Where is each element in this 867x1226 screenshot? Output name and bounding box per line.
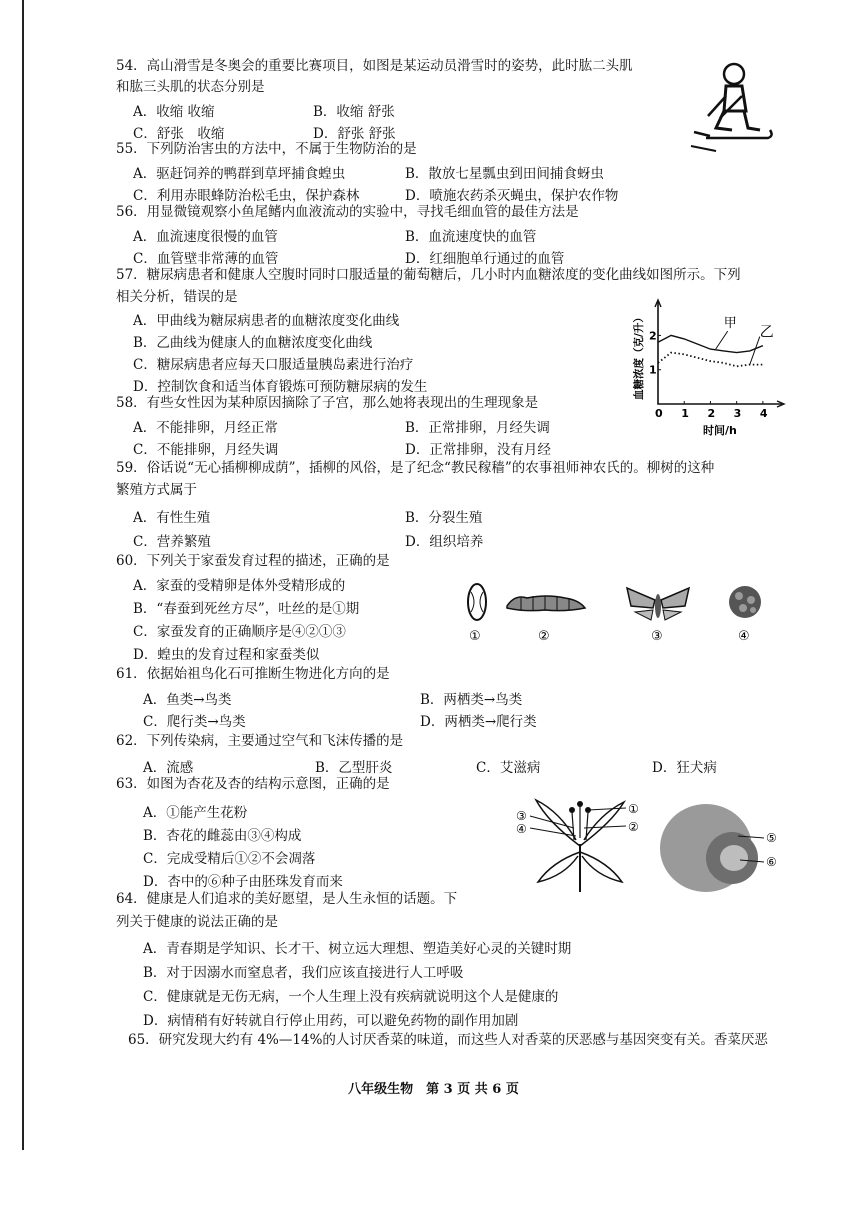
q54-line2: 和肱三头肌的状态分别是: [116, 79, 265, 95]
q60-stem: 60．下列关于家蚕发育过程的描述，正确的是: [116, 553, 390, 569]
q61-option-c: C．爬行类→鸟类: [143, 714, 246, 730]
q55-option-c: C．利用赤眼蜂防治松毛虫，保护森林: [133, 188, 360, 204]
q57-option-b: B．乙曲线为健康人的血糖浓度变化曲线: [133, 335, 373, 351]
q58-option-d: D．正常排卵，没有月经: [405, 442, 551, 458]
q59-option-c: C．营养繁殖: [133, 534, 211, 550]
q64-option-b: B．对于因溺水而窒息者，我们应该直接进行人工呼吸: [143, 965, 464, 981]
q58-option-b: B．正常排卵，月经失调: [405, 420, 550, 436]
q58-option-a: A．不能排卵，月经正常: [133, 420, 278, 436]
q61-option-d: D．两栖类→爬行类: [420, 714, 537, 730]
q59-line1: 59．俗话说“无心插柳柳成荫”，插柳的风俗，是了纪念“教民稼穑”的农事祖师神农氏的。柳树的这种: [116, 460, 715, 476]
stage-label-1: ①: [469, 629, 481, 644]
q61-option-b: B．两栖类→鸟类: [420, 692, 523, 708]
q55-stem: 55．下列防治害虫的方法中，不属于生物防治的是: [116, 141, 417, 157]
q64-option-a: A．青春期是学知识、长才干、树立远大理想、塑造美好心灵的关键时期: [143, 941, 572, 957]
q54-option-a: A．收缩 收缩: [133, 104, 215, 120]
q60-option-b: B．“春蚕到死丝方尽”，吐丝的是①期: [133, 601, 360, 617]
q56-stem: 56．用显微镜观察小鱼尾鳍内血液流动的实验中，寻找毛细血管的最佳方法是: [116, 204, 579, 220]
q64-line2: 列关于健康的说法正确的是: [116, 914, 278, 930]
q60-option-c: C．家蚕发育的正确顺序是④②①③: [133, 624, 346, 640]
q63-option-d: D．杏中的⑥种子由胚珠发育而来: [143, 874, 343, 890]
part-label-1: ①: [628, 802, 639, 816]
q63-option-a: A．①能产生花粉: [143, 805, 248, 821]
q60-option-d: D．蝗虫的发育过程和家蚕类似: [133, 647, 320, 663]
q56-option-c: C．血管壁非常薄的血管: [133, 251, 279, 267]
q58-option-c: C．不能排卵，月经失调: [133, 442, 279, 458]
y-tick-label: 2: [649, 329, 657, 343]
x-tick-label: 1: [681, 407, 689, 420]
q64-option-c: C．健康就是无伤无病，一个人生理上没有疾病就说明这个人是健康的: [143, 989, 559, 1005]
part-label-5: ⑤: [766, 831, 777, 845]
x-tick-label: 0: [655, 407, 663, 420]
stage-label-4: ④: [738, 629, 750, 644]
q54-option-b: B．收缩 舒张: [313, 104, 395, 120]
q57-option-c: C．糖尿病患者应每天口服适量胰岛素进行治疗: [133, 357, 414, 373]
left-margin-line: [22, 0, 24, 1150]
page-footer: 八年级生物 第 3 页 共 6 页: [348, 1082, 519, 1097]
part-label-4: ④: [516, 822, 527, 836]
y-tick-label: 1: [649, 363, 657, 377]
q62-option-d: D．狂犬病: [652, 760, 717, 776]
q54-line1: 54．高山滑雪是冬奥会的重要比赛项目，如图是某运动员滑雪时的姿势，此时肱二头肌: [116, 58, 633, 74]
q58-stem: 58．有些女性因为某种原因摘除了子宫，那么她将表现出的生理现象是: [116, 395, 539, 411]
q65-stem: 65．研究发现大约有 4%—14%的人讨厌香菜的味道，而这些人对香菜的厌恶感与基因突变有关。香菜厌恶: [128, 1032, 768, 1048]
q55-option-a: A．驱赶饲养的鸭群到草坪捕食蝗虫: [133, 166, 346, 182]
q64-line1: 64．健康是人们追求的美好愿望，是人生永恒的话题。下: [116, 891, 458, 907]
x-axis-label: 时间/h: [703, 424, 737, 437]
series-line-1: [658, 335, 763, 352]
q59-option-d: D．组织培养: [405, 534, 484, 550]
q59-option-a: A．有性生殖: [133, 510, 211, 526]
q56-option-d: D．红细胞单行通过的血管: [405, 251, 565, 267]
q54-option-c: C．舒张 收缩: [133, 126, 225, 142]
q62-stem: 62．下列传染病，主要通过空气和飞沫传播的是: [116, 733, 404, 749]
x-tick-label: 3: [733, 407, 742, 420]
series-line-2: [658, 353, 763, 367]
silkworm-stages-illustration: [455, 578, 785, 646]
y-axis-label: 血糖浓度（克/升）: [633, 312, 645, 400]
q63-option-c: C．完成受精后①②不会凋落: [143, 851, 316, 867]
x-tick-label: 2: [707, 407, 716, 420]
q55-option-d: D．喷施农药杀灭蝇虫，保护农作物: [405, 188, 619, 204]
blood-glucose-chart: [620, 296, 790, 438]
q64-option-d: D．病情稍有好转就自行停止用药，可以避免药物的副作用加剧: [143, 1013, 519, 1029]
q63-option-b: B．杏花的雌蕊由③④构成: [143, 828, 302, 844]
part-label-3: ③: [516, 809, 527, 823]
q60-option-a: A．家蚕的受精卵是体外受精形成的: [133, 578, 346, 594]
stage-label-2: ②: [538, 629, 550, 644]
q61-option-a: A．鱼类→鸟类: [143, 692, 232, 708]
q59-line2: 繁殖方式属于: [116, 482, 197, 498]
q62-option-a: A．流感: [143, 760, 194, 776]
q63-stem: 63．如图为杏花及杏的结构示意图，正确的是: [116, 776, 390, 792]
part-label-6: ⑥: [766, 855, 777, 869]
q59-option-b: B．分裂生殖: [405, 510, 483, 526]
q57-line1: 57．糖尿病患者和健康人空腹时同时口服适量的葡萄糖后，几小时内血糖浓度的变化曲线如图所示。下列: [116, 267, 741, 283]
part-label-2: ②: [628, 820, 639, 834]
q56-option-a: A．血流速度很慢的血管: [133, 229, 278, 245]
chart-axes-lines: [658, 302, 782, 404]
series-label-jia: 甲: [723, 316, 737, 332]
q57-line2: 相关分析，错误的是: [116, 289, 238, 305]
q55-option-b: B．散放七星瓢虫到田间捕食蚜虫: [405, 166, 604, 182]
q57-option-d: D．控制饮食和适当体育锻炼可预防糖尿病的发生: [133, 379, 428, 395]
series-label-yi: 乙: [759, 324, 774, 341]
q62-option-b: B．乙型肝炎: [315, 760, 393, 776]
q54-option-d: D．舒张 舒张: [313, 126, 396, 142]
q57-option-a: A．甲曲线为糖尿病患者的血糖浓度变化曲线: [133, 313, 400, 329]
series-label-leader-1: [716, 331, 728, 349]
q61-stem: 61．依据始祖鸟化石可推断生物进化方向的是: [116, 666, 390, 682]
q56-option-b: B．血流速度快的血管: [405, 229, 537, 245]
q62-option-c: C．艾滋病: [476, 760, 541, 776]
apricot-structure-illustration: [508, 792, 798, 898]
stage-label-3: ③: [651, 629, 663, 644]
x-tick-label: 4: [759, 407, 768, 420]
